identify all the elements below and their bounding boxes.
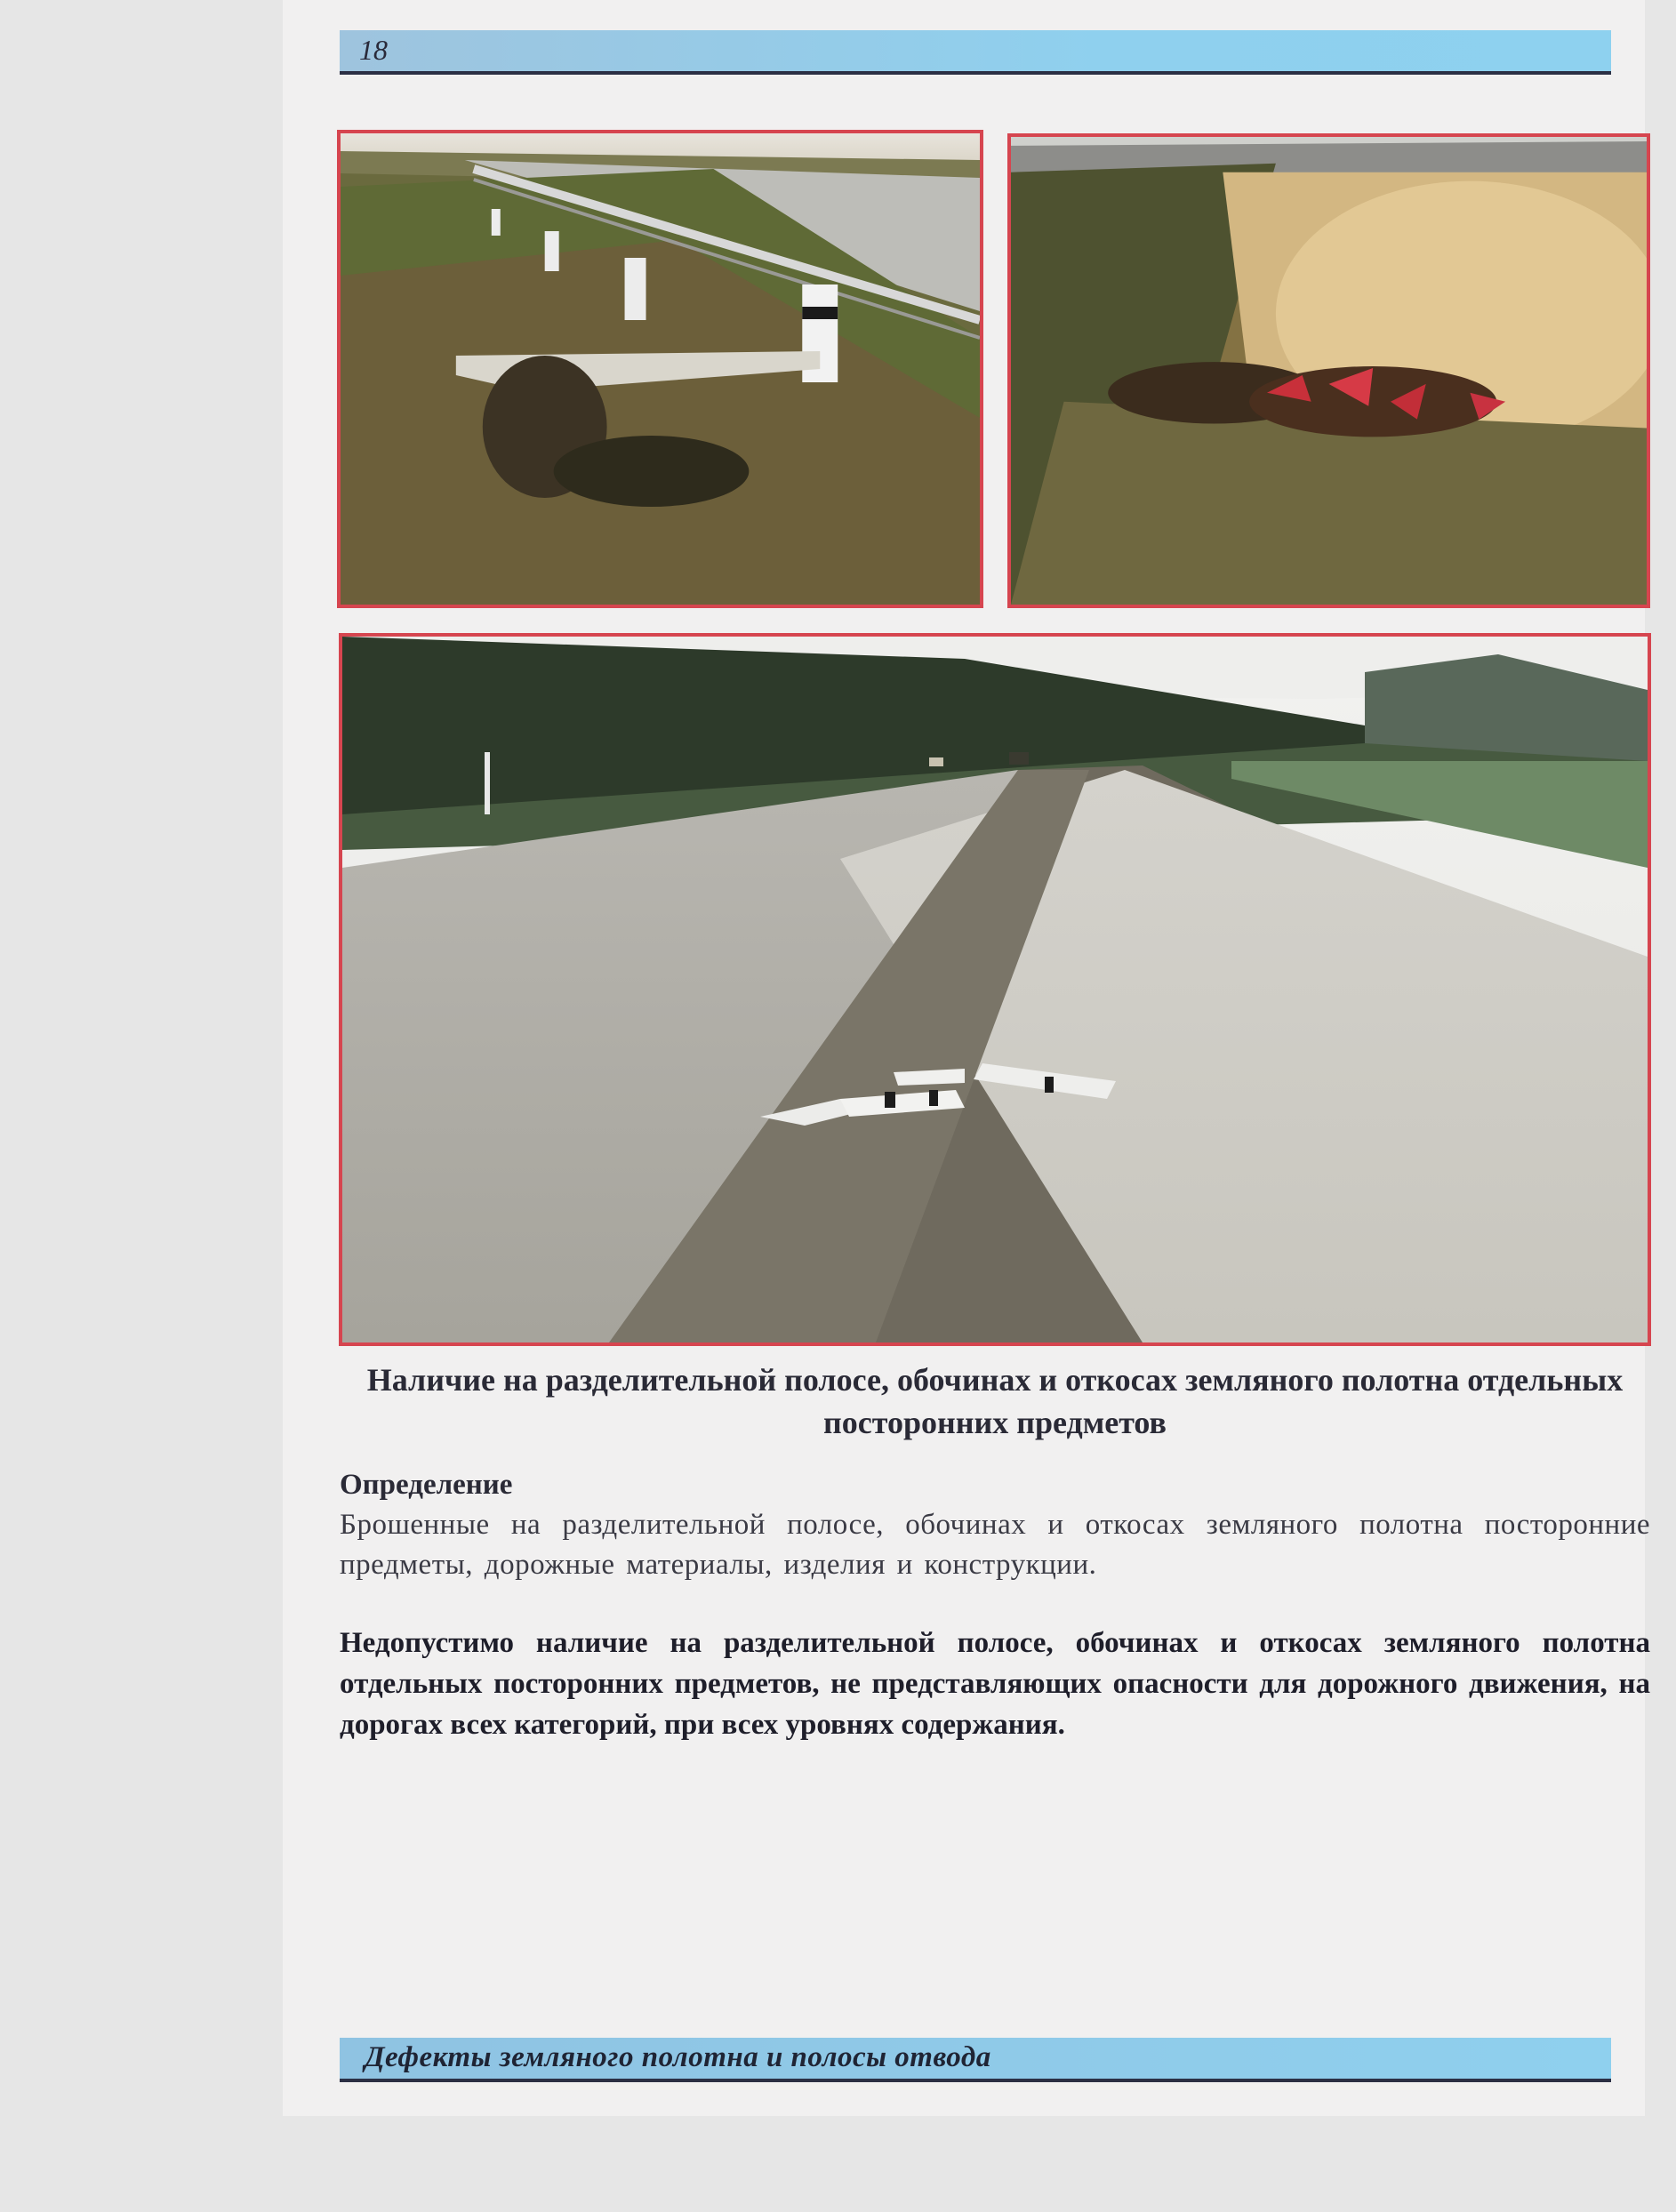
guardrail-damaged-post-photo [337, 130, 983, 608]
road-median-debris-photo [339, 633, 1651, 1346]
definition-heading: Определение [340, 1469, 513, 1501]
definition-text: Брошенные на разделительной полосе, обочинах и откосах земляного полотна посторонние предметы, дорожные материалы, изделия и конструкции. [340, 1509, 1650, 1581]
roadside-debris-grass-photo [1007, 133, 1650, 608]
figure-caption: Наличие на разделительной полосе, обочинах и откосах земляного полотна отдельных посторонних предметов [366, 1362, 1624, 1440]
page-header-bar [340, 30, 1611, 75]
requirement-statement: Недопустимо наличие на разделительной полосе, обочинах и откосах земляного полотна отдельных посторонних предметов, не представляющих опасности для дорожного движения, на дорогах всех категорий, при всех уровнях содержания. [340, 1627, 1650, 1741]
section-title: Дефекты земляного полотна и полосы отвода [365, 2041, 991, 2073]
page-footer-bar [340, 2038, 1611, 2082]
page-number: 18 [359, 34, 388, 66]
